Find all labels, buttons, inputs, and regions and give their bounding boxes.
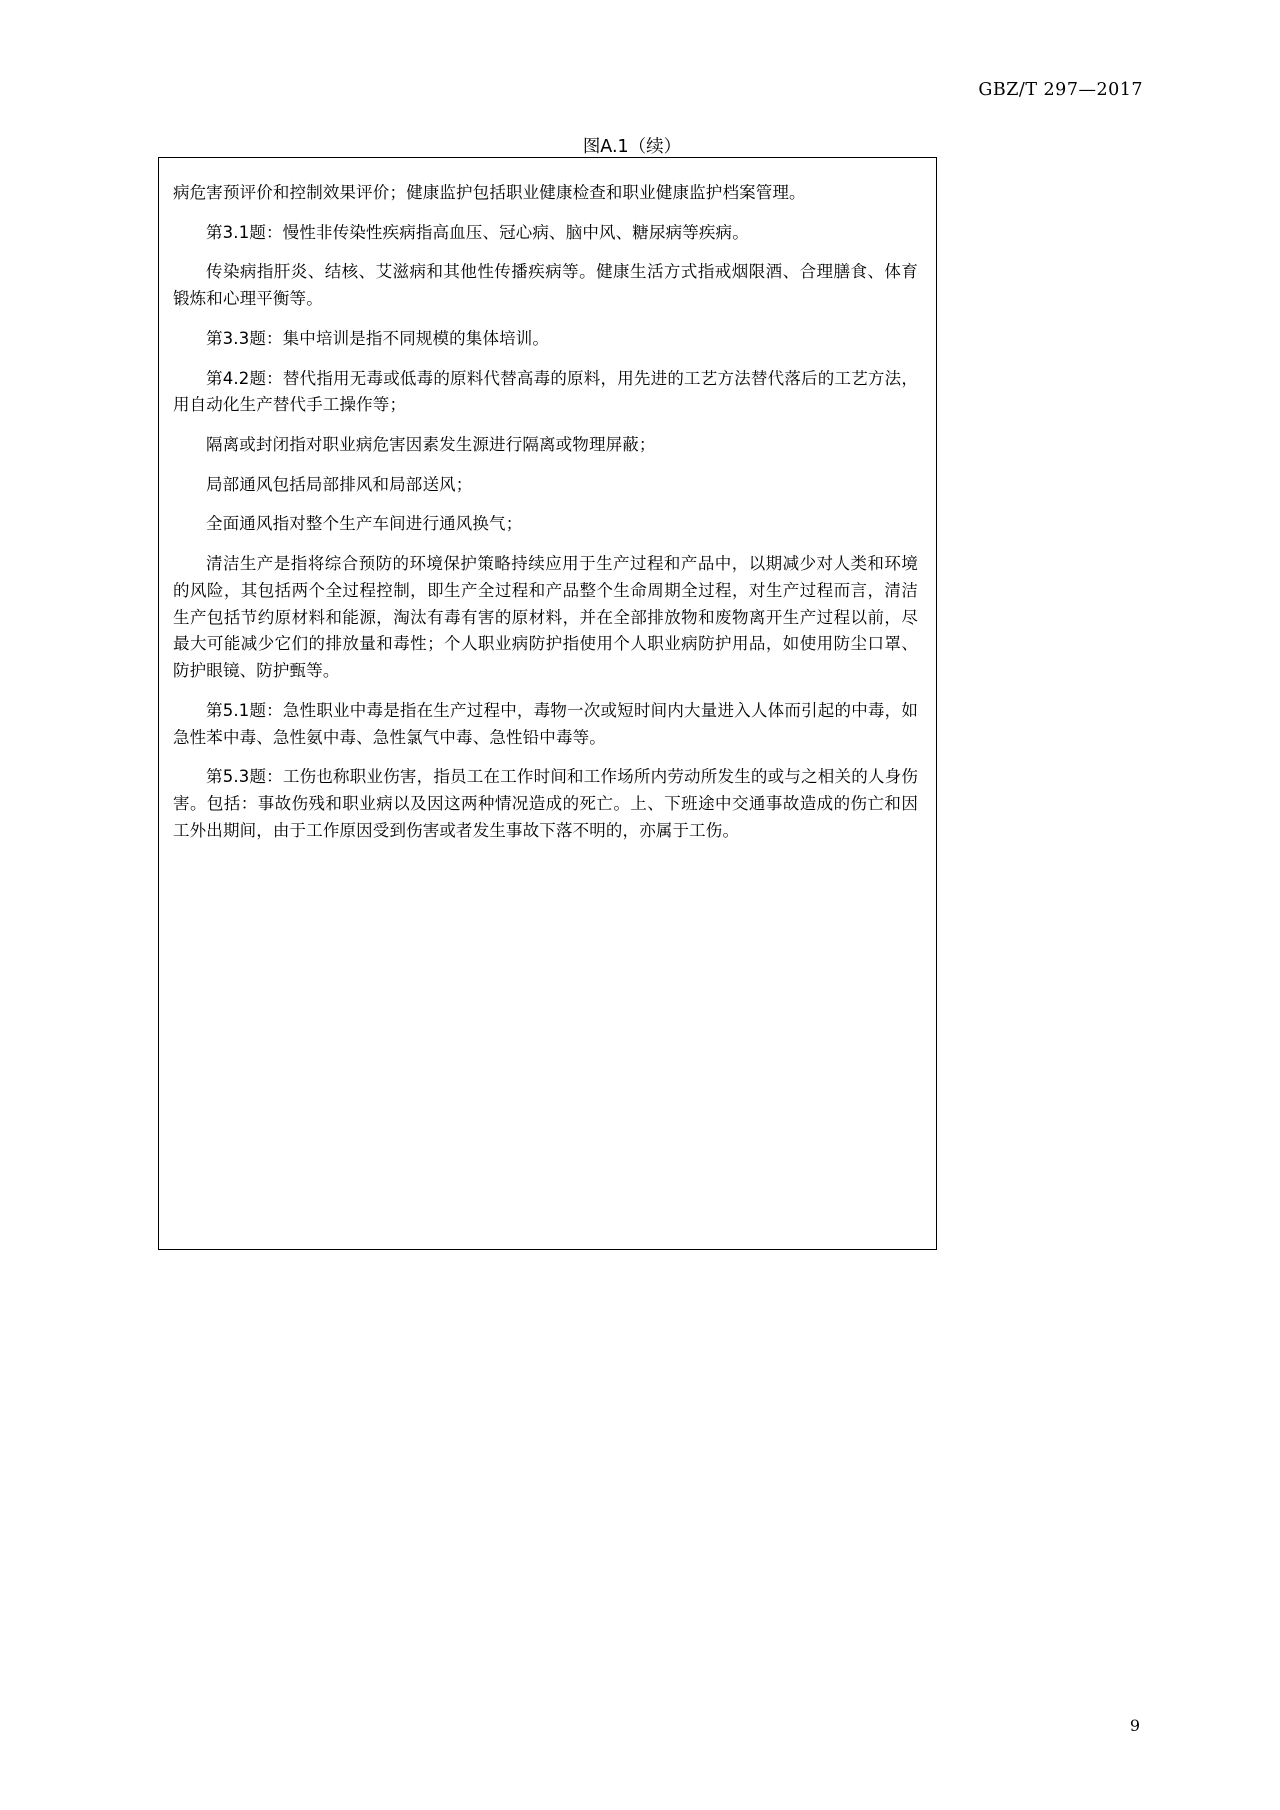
paragraph: 第5.1题：急性职业中毒是指在生产过程中，毒物一次或短时间内大量进入人体而引起的中毒，如急性苯中毒、急性氨中毒、急性氯气中毒、急性铅中毒等。 [173, 700, 918, 747]
paragraph: 第3.3题：集中培训是指不同规模的集体培训。 [206, 328, 550, 348]
paragraph: 第3.1题：慢性非传染性疾病指高血压、冠心病、脑中风、糖尿病等疾病。 [206, 222, 749, 242]
figure-caption [0, 133, 1280, 158]
paragraph: 传染病指肝炎、结核、艾滋病和其他性传播疾病等。健康生活方式指戒烟限酒、合理膳食、体育锻炼和心理平衡等。 [173, 262, 918, 309]
figure-content-box [158, 157, 937, 1250]
paragraph: 全面通风指对整个生产车间进行通风换气； [206, 514, 523, 534]
paragraph: 第4.2题：替代指用无毒或低毒的原料代替高毒的原料，用先进的工艺方法替代落后的工艺方法，用自动化生产替代手工操作等； [173, 368, 918, 415]
paragraph: 病危害预评价和控制效果评价；健康监护包括职业健康检查和职业健康监护档案管理。 [173, 183, 806, 202]
paragraph: 清洁生产是指将综合预防的环境保护策略持续应用于生产过程和产品中，以期减少对人类和环境的风险，其包括两个全过程控制，即生产全过程和产品整个生命周期全过程，对生产过程而言，清洁生产包括节约原材料和能源，淘汰有毒有害的原材料，并在全部排放物和废物离开生产过程以前，尽最大可能减少它们的排放量和毒性；个人职业病防护指使用个人职业病防护用品，如使用防尘口罩、防护眼镜、防护甄等。 [173, 554, 918, 681]
page-header-standard-code: GBZ/T 297—2017 [978, 80, 1143, 100]
paragraph: 隔离或封闭指对职业病危害因素发生源进行隔离或物理屏蔽； [206, 435, 656, 455]
figure-caption-text: 图A.1（续） [582, 137, 682, 157]
page-number: 9 [1129, 1716, 1140, 1735]
paragraph: 第5.3题：工伤也称职业伤害，指员工在工作时间和工作场所内劳动所发生的或与之相关的人身伤害。包括：事故伤残和职业病以及因这两种情况造成的死亡。上、下班途中交通事故造成的伤亡和因工外出期间，由于工作原因受到伤害或者发生事故下落不明的，亦属于工伤。 [173, 767, 918, 840]
paragraph: 局部通风包括局部排风和局部送风； [206, 474, 473, 494]
